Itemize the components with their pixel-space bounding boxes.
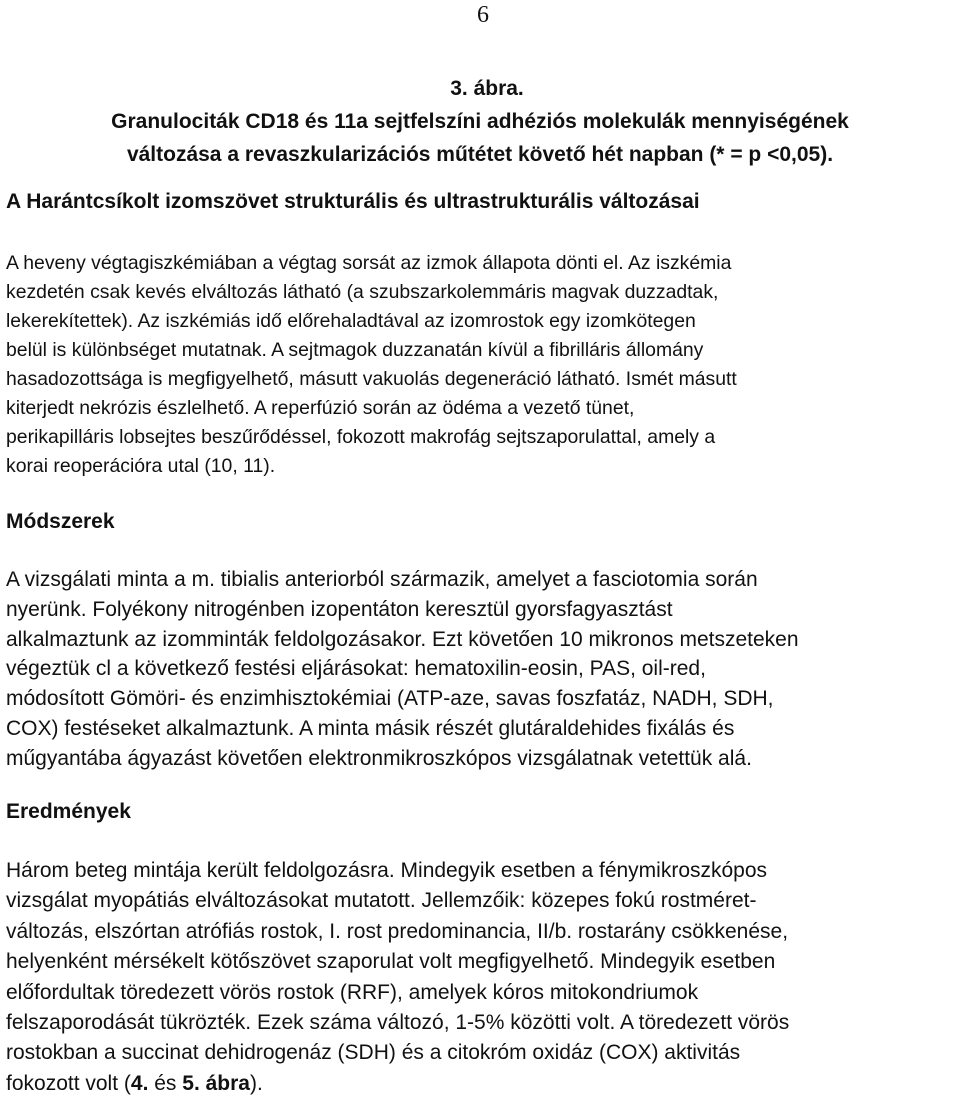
text-line: műgyantába ágyazást követően elektronmikroszkópos vizsgálatnak vetettük alá.: [6, 746, 752, 770]
text-line: perikapilláris lobsejtes beszűrődéssel, fokozott makrofág sejtszaporulattal, amely a: [6, 426, 716, 448]
figure-reference: 4.: [130, 1071, 149, 1095]
text-line: alkalmaztunk az izomminták feldolgozásakor. Ezt követően 10 mikronos metszeteken: [6, 627, 799, 651]
section-heading-methods: Módszerek: [6, 510, 115, 533]
text-line: A vizsgálati minta a m. tibialis anteriorból származik, amelyet a fasciotomia során: [6, 568, 758, 591]
text-line: felszaporodását tükrözték. Ezek száma változó, 1-5% közötti volt. A töredezett vörös: [6, 1011, 790, 1035]
text-line: rostokban a succinat dehidrogenáz (SDH) és a citokróm oxidáz (COX) aktivitás: [6, 1041, 741, 1065]
figure-caption-line: Granulociták CD18 és 11a sejtfelszíni adhéziós molekulák mennyiségének: [111, 110, 849, 133]
paragraph-results: [6, 856, 960, 1099]
paragraph-muscle-changes: [6, 249, 960, 481]
text-line: végeztük cl a következő festési eljárásokat: hematoxilin-eosin, PAS, oil-red,: [6, 657, 706, 681]
text-fragment: ).: [249, 1071, 263, 1095]
text-line: kiterjedt nekrózis észlelhető. A reperfúzió során az ödéma a vezető tünet,: [6, 397, 635, 419]
text-line: előfordultak töredezett vörös rostok (RRF), amelyek kóros mitokondriumok: [6, 980, 699, 1004]
text-line: módosított Gömöri- és enzimhisztokémiai (ATP-aze, savas foszfatáz, NADH, SDH,: [6, 687, 774, 711]
text-line: változás, elszórtan atrófiás rostok, I. rost predominancia, II/b. rostarány csökkenése,: [6, 919, 789, 943]
figure-reference: 5. ábra: [182, 1071, 250, 1095]
text-line: korai reoperációra utal (10, 11).: [6, 455, 276, 477]
text-line: nyerünk. Folyékony nitrogénben izopentáton keresztül gyorsfagyasztást: [6, 597, 673, 621]
section-heading-results: Eredmények: [6, 800, 131, 823]
text-line: lekerekítettek). Az iszkémiás idő előrehaladtával az izomrostok egy izomkötegen: [6, 310, 696, 332]
text-fragment: fokozott volt (: [6, 1071, 131, 1095]
page-number: 6: [477, 2, 489, 28]
text-line: belül is különbséget mutatnak. A sejtmagok duzzanatán kívül a fibrilláris állomány: [6, 339, 704, 361]
text-line: hasadozottsága is megfigyelhető, másutt vakuolás degeneráció látható. Ismét másutt: [6, 368, 737, 390]
figure-caption-line: változása a revaszkularizációs műtétet követő hét napban (* = p <0,05).: [126, 143, 834, 166]
text-line: helyenként mérsékelt kötőszövet szaporulat volt megfigyelhető. Mindegyik esetben: [6, 950, 776, 974]
text-line-last: [6, 1069, 960, 1099]
text-line: Három beteg mintája került feldolgozásra. Mindegyik esetben a fénymikroszkópos: [6, 859, 768, 882]
text-fragment: és: [148, 1071, 183, 1095]
text-line: COX) festéseket alkalmaztunk. A minta másik részét glutáraldehides fixálás és: [6, 716, 735, 740]
section-heading-muscle-changes: A Harántcsíkolt izomszövet strukturális és ultrastrukturális változásai: [6, 190, 700, 213]
text-line: kezdetén csak kevés elváltozás látható (a szubszarkolemmáris magvak duzzadtak,: [6, 281, 719, 303]
figure-caption: [0, 72, 960, 171]
text-line: A heveny végtagiszkémiában a végtag sorsát az izmok állapota dönti el. Az iszkémia: [6, 252, 732, 274]
figure-caption-label: 3. ábra.: [450, 77, 524, 100]
text-line: vizsgálat myopátiás elváltozásokat mutatott. Jellemzőik: közepes fokú rostméret-: [6, 889, 757, 913]
paragraph-methods: [6, 565, 960, 774]
